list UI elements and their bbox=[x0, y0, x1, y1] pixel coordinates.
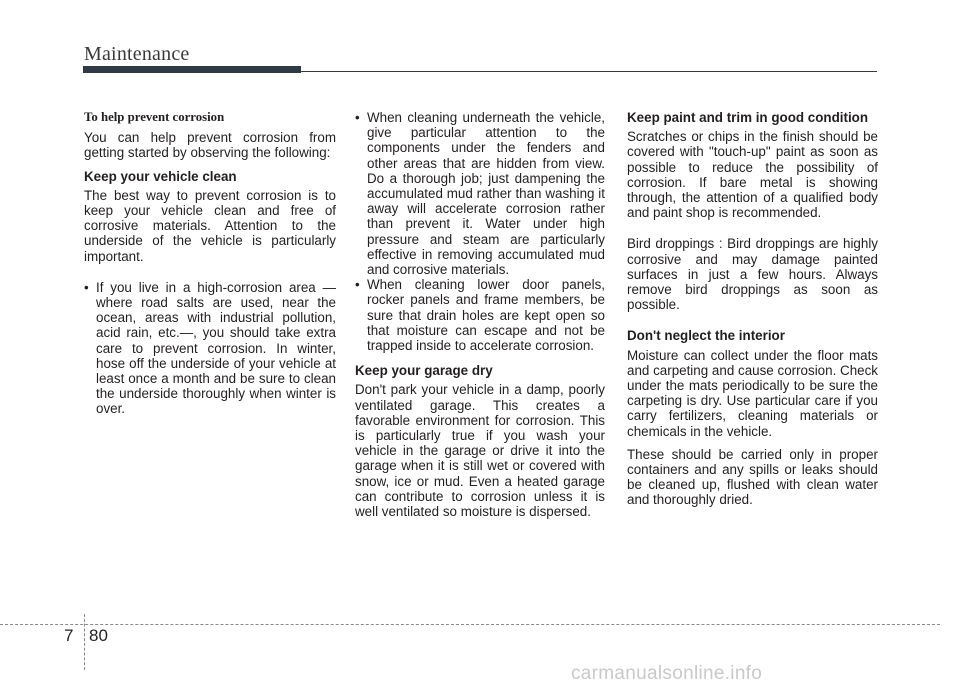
bullet-text: If you live in a high-corrosion area — where road salts are used, near the ocean, areas with industrial pollution, acid rain, etc.—, you should take extra care to prevent corrosion. In winter, hose off the underside of your vehicle at least once a month and be sure to clean the underside thoroughly when winter is over. bbox=[96, 279, 336, 417]
watermark-text: carmanualsonline.info bbox=[571, 663, 763, 684]
column-1 bbox=[84, 110, 336, 417]
corrosion-heading: To help prevent corrosion bbox=[84, 110, 225, 124]
bullet-marker: • bbox=[355, 110, 360, 125]
header-rule-thin bbox=[301, 71, 877, 72]
intro-paragraph: You can help prevent corrosion from getting started by observing the following: bbox=[84, 130, 336, 161]
keep-vehicle-clean-heading: Keep your vehicle clean bbox=[84, 168, 237, 184]
keep-vehicle-clean-body: The best way to prevent corrosion is to keep your vehicle clean and free of corrosive materials. Attention to the underside of the vehicle is particularly important. bbox=[84, 187, 336, 264]
footer-vertical-dashed-rule bbox=[84, 614, 85, 670]
interior-body-2: These should be carried only in proper containers and any spills or leaks should be cleaned up, flushed with clean water and thoroughly dried. bbox=[627, 446, 878, 508]
keep-garage-dry-body: Don't park your vehicle in a damp, poorly ventilated garage. This creates a favorable environment for corrosion. This is particularly true if you wash your vehicle in the garage or drive it into the garage when it is still wet or covered with snow, ice or mud. Even a heated garage can contribute to corrosion unless it is well ventilated so moisture is dispersed. bbox=[355, 382, 605, 520]
page-header-title: Maintenance bbox=[84, 43, 190, 65]
interior-body: Moisture can collect under the floor mats and carpeting and cause corrosion. Check under the mats periodically to be sure the carpeting is dry. Use particular care if you carry fertilizers, cleaning materials or chemicals in the vehicle. bbox=[627, 347, 878, 439]
page-number: 80 bbox=[89, 626, 108, 645]
paint-trim-heading: Keep paint and trim in good condition bbox=[627, 110, 869, 125]
interior-heading: Don't neglect the interior bbox=[627, 328, 785, 344]
list-item bbox=[355, 277, 605, 353]
keep-garage-dry-heading: Keep your garage dry bbox=[355, 363, 493, 379]
bullet-marker: • bbox=[84, 279, 89, 295]
paint-trim-body: Scratches or chips in the finish should be covered with "touch-up" paint as soon as possible to reduce the possibility of corrosion. If bare metal is showing through, the attention of a qualified body and paint shop is recommended. bbox=[627, 129, 878, 221]
column-2 bbox=[355, 110, 605, 527]
list-item bbox=[355, 110, 605, 277]
bullet-text: When cleaning lower door panels, rocker panels and frame members, be sure that drain holes are kept open so that moisture can escape and not be trapped inside to accelerate corrosion. bbox=[367, 277, 605, 354]
list-item bbox=[84, 280, 336, 417]
bullet-text: When cleaning underneath the vehicle, give particular attention to the components under the fenders and other areas that are hidden from view. Do a thorough job; just dampening the accumulated mud rather than washing it away will accelerate corrosion rather than prevent it. Water under high pressure and steam are particularly effective in removing accumulated mud and corrosive materials. bbox=[367, 110, 605, 278]
bullet-marker: • bbox=[355, 277, 360, 293]
header-rule-thick bbox=[83, 66, 301, 73]
footer-dashed-rule bbox=[0, 624, 940, 625]
column-3 bbox=[627, 110, 878, 516]
bird-droppings-paragraph: Bird droppings : Bird droppings are highly corrosive and may damage painted surfaces in just a few hours. Always remove bird droppings as soon as possible. bbox=[627, 236, 878, 313]
chapter-number: 7 bbox=[64, 626, 74, 645]
